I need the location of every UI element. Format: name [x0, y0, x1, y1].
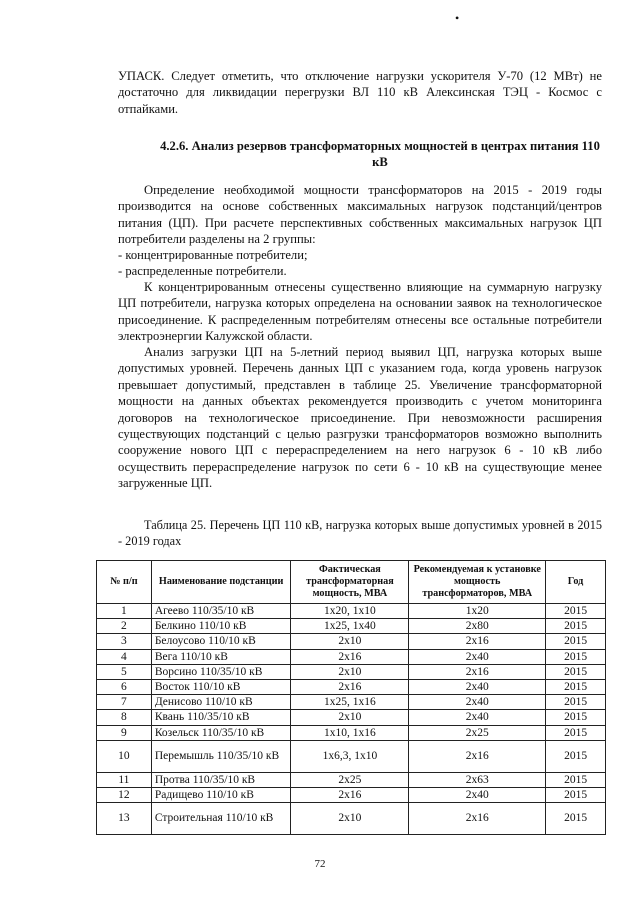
cell-actual-capacity: 2х16: [291, 649, 409, 664]
cell-recommended-capacity: 2х63: [409, 772, 546, 787]
cell-year: 2015: [546, 740, 606, 772]
cell-actual-capacity: 2х25: [291, 772, 409, 787]
table-row: [97, 803, 606, 835]
cell-year: 2015: [546, 664, 606, 679]
table-row: [97, 710, 606, 725]
cell-number: 12: [97, 787, 152, 802]
cell-substation: Вега 110/10 кВ: [151, 649, 291, 664]
cell-number: 1: [97, 604, 152, 619]
cell-year: 2015: [546, 634, 606, 649]
header-recommended-capacity: Рекомендуемая к установке мощность трансформаторов, МВА: [409, 561, 546, 604]
cell-actual-capacity: 2х10: [291, 664, 409, 679]
cell-year: 2015: [546, 695, 606, 710]
paragraph-definition: Определение необходимой мощности трансформаторов на 2015 - 2019 годы производится на основе собственных максимальных нагрузок подстанций/центров питания (ЦП). При расчете перспективных собственных максимальных нагрузок ЦП потребители разделены на 2 группы:: [118, 183, 602, 247]
header-substation: Наименование подстанции: [151, 561, 291, 604]
page-dot-mark: •: [455, 11, 460, 25]
cell-number: 5: [97, 664, 152, 679]
cell-number: 2: [97, 619, 152, 634]
cell-actual-capacity: 1х25, 1х16: [291, 695, 409, 710]
table-row: [97, 787, 606, 802]
table-row: [97, 664, 606, 679]
cell-substation: Белкино 110/10 кВ: [151, 619, 291, 634]
cell-recommended-capacity: 2х40: [409, 649, 546, 664]
intro-paragraph: УПАСК. Следует отметить, что отключение нагрузки ускорителя У-70 (12 МВт) не достаточно для ликвидации перегрузки ВЛ 110 кВ Алексинская ТЭЦ - Космос с отпайками.: [118, 69, 602, 116]
cell-substation: Перемышль 110/35/10 кВ: [151, 740, 291, 772]
table-row: [97, 634, 606, 649]
cell-number: 6: [97, 679, 152, 694]
cell-recommended-capacity: 2х40: [409, 787, 546, 802]
cell-year: 2015: [546, 772, 606, 787]
cell-actual-capacity: 2х10: [291, 710, 409, 725]
paragraph-consumers: К концентрированным отнесены существенно влияющие на суммарную нагрузку ЦП потребители, нагрузка которых определена на основании заявок на технологическое присоединение. К распределенным потребителям отнесены все остальные потребители электроэнергии Калужской области.: [118, 280, 602, 344]
header-number: № п/п: [97, 561, 152, 604]
cell-substation: Козельск 110/35/10 кВ: [151, 725, 291, 740]
cell-number: 13: [97, 803, 152, 835]
cell-substation: Белоусово 110/10 кВ: [151, 634, 291, 649]
cell-actual-capacity: 2х10: [291, 634, 409, 649]
cell-year: 2015: [546, 787, 606, 802]
cell-actual-capacity: 2х10: [291, 803, 409, 835]
cell-number: 11: [97, 772, 152, 787]
header-actual-capacity: Фактическая трансформаторная мощность, МВА: [291, 561, 409, 604]
cell-actual-capacity: 1х25, 1х40: [291, 619, 409, 634]
cell-substation: Восток 110/10 кВ: [151, 679, 291, 694]
table-row: [97, 772, 606, 787]
cell-substation: Протва 110/35/10 кВ: [151, 772, 291, 787]
cell-year: 2015: [546, 649, 606, 664]
list-item-concentrated: - концентрированные потребители;: [118, 248, 308, 262]
table-row: [97, 679, 606, 694]
table-row: [97, 649, 606, 664]
cell-number: 10: [97, 740, 152, 772]
paragraph-analysis: Анализ загрузки ЦП на 5-летний период выявил ЦП, нагрузка которых выше допустимых уровней. Перечень данных ЦП с указанием года, когда уровень нагрузок превышает допустимый, представлен в таблице 25. Увеличение трансформаторной мощности на данных объектах рекомендуется производить с учетом мониторинга договоров на технологическое присоединение. При невозможности расширения существующих подстанций с целью разгрузки трансформаторов возможно выполнить сооружение нового ЦП с перераспределением на него нагрузок 6 - 10 кВ либо осуществить перераспределение нагрузок по сети 6 - 10 кВ на существующие менее загруженные ЦП.: [118, 345, 602, 491]
substations-table: [96, 560, 606, 835]
cell-year: 2015: [546, 710, 606, 725]
header-year: Год: [546, 561, 606, 604]
cell-recommended-capacity: 1х20: [409, 604, 546, 619]
cell-year: 2015: [546, 604, 606, 619]
cell-substation: Строительная 110/10 кВ: [151, 803, 291, 835]
cell-recommended-capacity: 2х25: [409, 725, 546, 740]
cell-number: 3: [97, 634, 152, 649]
cell-recommended-capacity: 2х16: [409, 664, 546, 679]
cell-recommended-capacity: 2х40: [409, 695, 546, 710]
cell-substation: Агеево 110/35/10 кВ: [151, 604, 291, 619]
table-row: [97, 604, 606, 619]
cell-actual-capacity: 1х20, 1х10: [291, 604, 409, 619]
cell-substation: Ворсино 110/35/10 кВ: [151, 664, 291, 679]
table-row: [97, 740, 606, 772]
table-row: [97, 695, 606, 710]
table-row: [97, 619, 606, 634]
cell-substation: Денисово 110/10 кВ: [151, 695, 291, 710]
cell-recommended-capacity: 2х80: [409, 619, 546, 634]
cell-number: 4: [97, 649, 152, 664]
cell-recommended-capacity: 2х16: [409, 803, 546, 835]
cell-year: 2015: [546, 725, 606, 740]
cell-actual-capacity: 2х16: [291, 679, 409, 694]
cell-actual-capacity: 1х6,3, 1х10: [291, 740, 409, 772]
cell-recommended-capacity: 2х40: [409, 710, 546, 725]
section-heading: 4.2.6. Анализ резервов трансформаторных мощностей в центрах питания 110 кВ: [160, 139, 600, 170]
cell-recommended-capacity: 2х40: [409, 679, 546, 694]
cell-actual-capacity: 2х16: [291, 787, 409, 802]
cell-number: 9: [97, 725, 152, 740]
cell-year: 2015: [546, 803, 606, 835]
table-caption: Таблица 25. Перечень ЦП 110 кВ, нагрузка которых выше допустимых уровней в 2015 - 2019 годах: [118, 518, 602, 548]
table-header-row: [97, 561, 606, 604]
list-item-distributed: - распределенные потребители.: [118, 264, 287, 278]
cell-recommended-capacity: 2х16: [409, 740, 546, 772]
cell-substation: Квань 110/35/10 кВ: [151, 710, 291, 725]
table-row: [97, 725, 606, 740]
cell-year: 2015: [546, 679, 606, 694]
cell-number: 8: [97, 710, 152, 725]
cell-recommended-capacity: 2х16: [409, 634, 546, 649]
cell-year: 2015: [546, 619, 606, 634]
cell-actual-capacity: 1х10, 1х16: [291, 725, 409, 740]
cell-number: 7: [97, 695, 152, 710]
cell-substation: Радищево 110/10 кВ: [151, 787, 291, 802]
page-number: 72: [314, 858, 326, 870]
